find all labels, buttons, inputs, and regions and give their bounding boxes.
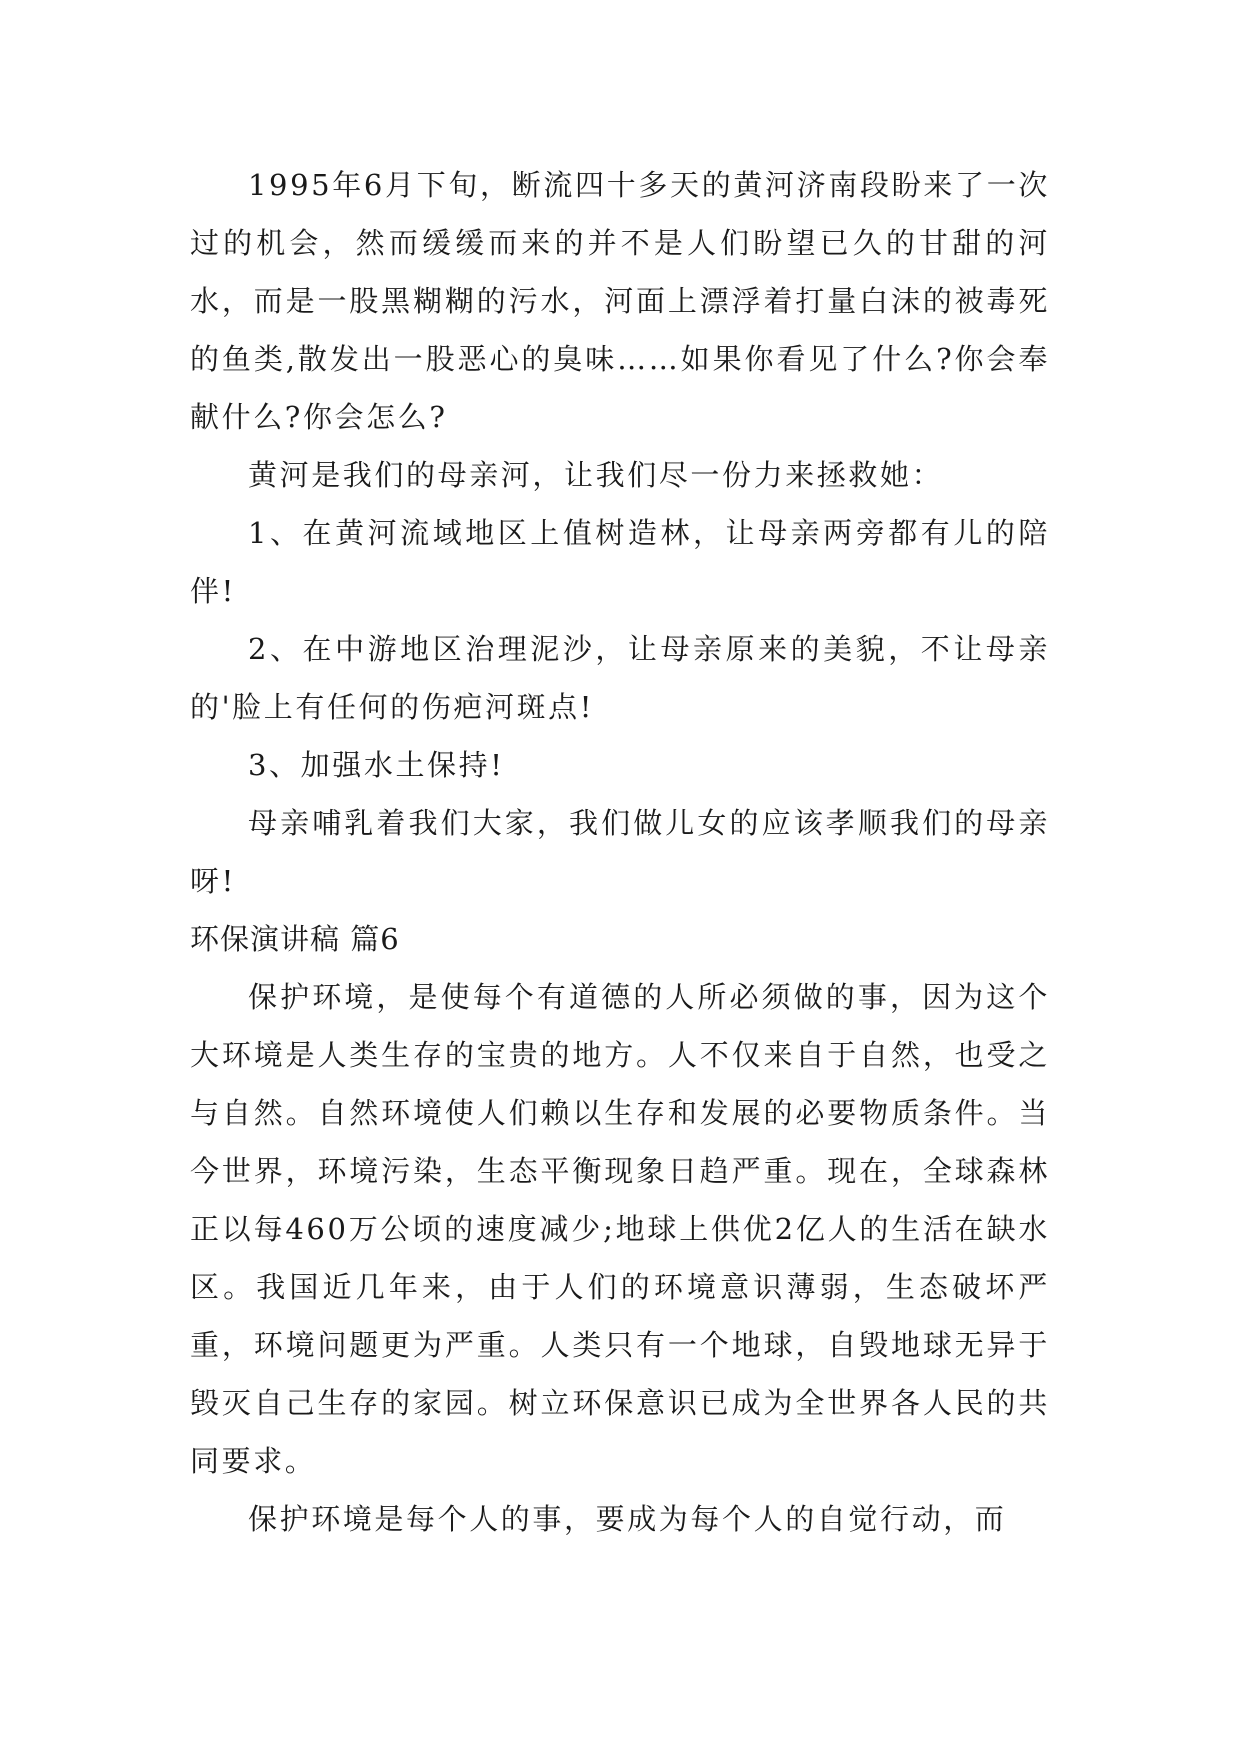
list-item-plant-trees: 1、在黄河流域地区上值树造林，让母亲两旁都有儿的陪伴!	[190, 516, 1050, 608]
document-body	[190, 156, 1050, 1548]
paragraph-filial-duty: 母亲哺乳着我们大家，我们做儿女的应该孝顺我们的母亲呀!	[190, 806, 1050, 898]
list-item-soil-conservation: 3、加强水土保持!	[248, 748, 505, 782]
paragraph-everyone-responsibility: 保护环境是每个人的事，要成为每个人的自觉行动，而	[248, 1502, 1007, 1536]
paragraph-protect-environment: 保护环境，是使每个有道德的人所必须做的事，因为这个大环境是人类生存的宝贵的地方。人不仅来自于自然，也受之与自然。自然环境使人们赖以生存和发展的必要物质条件。当今世界，环境污染，生态平衡现象日趋严重。现在，全球森林正以每460万公顷的速度减少;地球上供优2亿人的生活在缺水区。我国近几年来，由于人们的环境意识薄弱，生态破坏严重，环境问题更为严重。人类只有一个地球，自毁地球无异于毁灭自己生存的家园。树立环保意识已成为全世界各人民的共同要求。	[190, 980, 1050, 1478]
section-heading: 环保演讲稿 篇6	[190, 922, 400, 956]
paragraph-yellow-river-pollution: 1995年6月下旬，断流四十多天的黄河济南段盼来了一次过的机会，然而缓缓而来的并不是人们盼望已久的甘甜的河水，而是一股黑糊糊的污水，河面上漂浮着打量白沫的被毒死的鱼类,散发出一股恶心的臭味……如果你看见了什么?你会奉献什么?你会怎么?	[190, 168, 1050, 434]
list-item-control-sand: 2、在中游地区治理泥沙，让母亲原来的美貌，不让母亲的'脸上有任何的伤疤河斑点!	[190, 632, 1050, 724]
paragraph-mother-river: 黄河是我们的母亲河，让我们尽一份力来拯救她：	[248, 458, 944, 492]
